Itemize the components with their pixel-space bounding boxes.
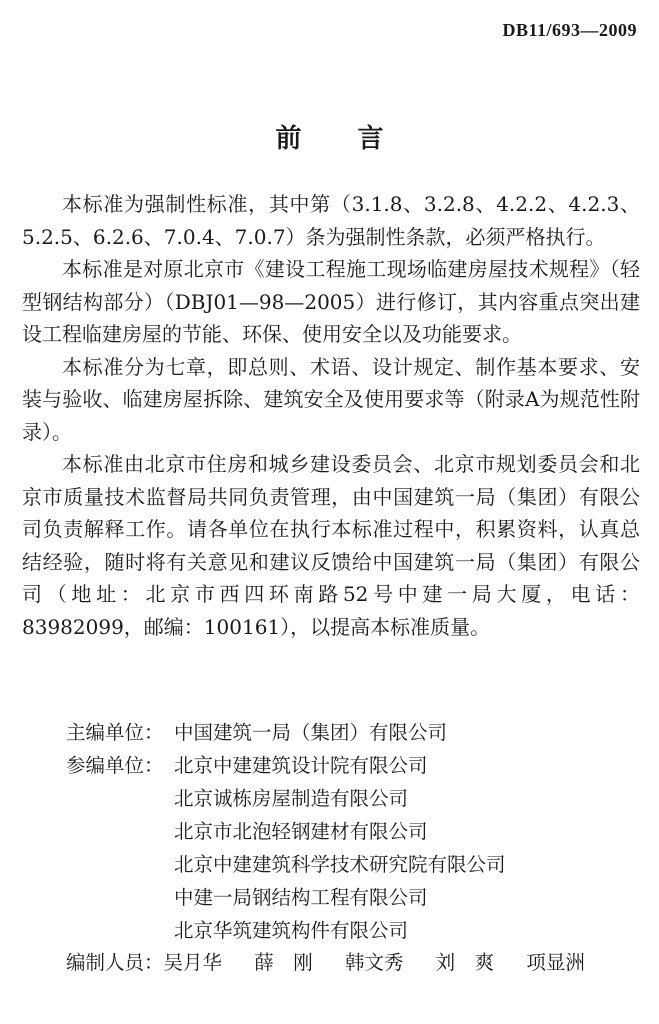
participating-unit: 北京市北泡轻钢建材有限公司 bbox=[174, 820, 428, 843]
editor-name: 吴月华 bbox=[163, 951, 223, 974]
paragraph-revision: 本标准是对原北京市《建设工程施工现场临建房屋技术规程》（轻型钢结构部分）（DBJ01—98—2005）进行修订，其内容重点突出建设工程临建房屋的节能、环保、使用安全以及功能要求。 bbox=[22, 257, 640, 346]
participating-unit: 北京诚栋房屋制造有限公司 bbox=[174, 787, 409, 810]
participating-units-label: 参编单位： bbox=[66, 754, 164, 777]
participating-units-row bbox=[66, 749, 646, 947]
preface-body bbox=[22, 188, 640, 643]
paragraph-chapters: 本标准分为七章，即总则、术语、设计规定、制作基本要求、安装与验收、临建房屋拆除、建筑安全及使用要求等（附录A为规范性附录）。 bbox=[22, 354, 640, 444]
editors-label: 编制人员： bbox=[66, 951, 164, 974]
editor-name: 刘 爽 bbox=[435, 951, 495, 974]
editor-name: 韩文秀 bbox=[344, 951, 404, 974]
chief-editor-value: 中国建筑一局（集团）有限公司 bbox=[174, 721, 448, 744]
paragraph-management: 本标准由北京市住房和城乡建设委员会、北京市规划委员会和北京市质量技术监督局共同负责管理，由中国建筑一局（集团）有限公司负责解释工作。请各单位在执行本标准过程中，积累资料，认真总结经验，随时将有关意见和建议反馈给中国建筑一局（集团）有限公司（地址：北京市西四环南路52号中建一局大厦，电话：83982099，邮编：100161），以提高本标准质量。 bbox=[22, 452, 640, 639]
participating-unit: 北京华筑建筑构件有限公司 bbox=[174, 919, 409, 942]
chief-editor-row bbox=[66, 716, 646, 749]
participating-unit: 中建一局钢结构工程有限公司 bbox=[174, 886, 428, 909]
participating-unit: 北京中建建筑科学技术研究院有限公司 bbox=[174, 853, 506, 876]
participating-units-list bbox=[174, 749, 506, 947]
editor-name: 薛 刚 bbox=[254, 951, 313, 974]
editors-row bbox=[66, 946, 611, 979]
participating-unit: 北京中建建筑设计院有限公司 bbox=[174, 754, 428, 777]
units-section bbox=[66, 716, 646, 947]
paragraph-mandatory-clauses: 本标准为强制性标准，其中第（3.1.8、3.2.8、4.2.2、4.2.3、5.2.5、6.2.6、7.0.4、7.0.7）条为强制性条款，必须严格执行。 bbox=[22, 192, 640, 249]
chief-editor-label: 主编单位： bbox=[66, 721, 164, 744]
page-title: 前言 bbox=[275, 124, 440, 154]
editors-names bbox=[164, 946, 611, 979]
standard-number: DB11/693—2009 bbox=[502, 20, 637, 40]
editor-name: 项显洲 bbox=[526, 951, 585, 974]
